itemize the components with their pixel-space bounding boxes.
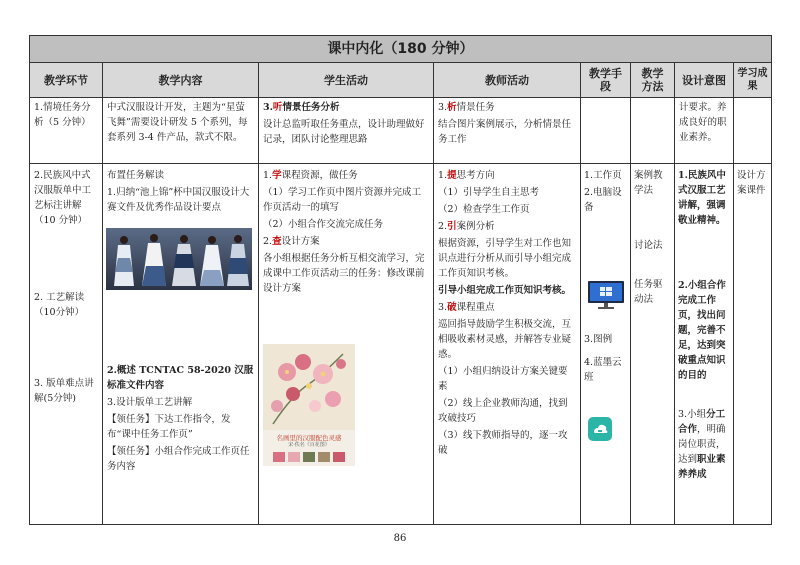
header-outcome: 学习成果: [737, 68, 768, 92]
teacher-step2-num: 2.: [438, 221, 448, 232]
col-divider: [733, 97, 734, 524]
row2-means: [581, 166, 630, 219]
swatch-icon: [288, 452, 300, 462]
header-link: 教学环节: [30, 63, 103, 97]
student-step1-item1: （1）学习工作页中图片资源并完成工作页活动一的填写: [263, 187, 422, 213]
teacher-step1-key: 提: [447, 170, 457, 181]
header-content: 教学内容: [103, 63, 259, 97]
table-title: 课中内化（180 分钟）: [30, 36, 771, 63]
intent-3-num: 3.小组: [678, 409, 707, 420]
swatch-icon: [333, 452, 345, 462]
row2-teacher: [434, 166, 580, 462]
teacher-step3-heading: 课程重点: [456, 302, 495, 313]
header-intent: 设计意图: [675, 63, 734, 97]
row2-link-a: 2.民族风中式汉服版单中工艺标注讲解（10 分钟）: [34, 170, 92, 226]
student-step1-key: 学: [272, 170, 282, 181]
intent-1: 1.民族风中式汉服工艺讲解，强调敬业精神。: [678, 170, 726, 226]
header-means: 教学手段: [581, 63, 631, 97]
monitor-icon: [586, 279, 626, 311]
row2-link-b: 2. 工艺解读（10分钟）: [34, 292, 85, 318]
teacher-step2-bold: 引导小组完成工作页知识考核。: [438, 285, 572, 296]
row1-teacher-num: 3.: [438, 102, 448, 113]
intent-2: 2.小组合作完成工作页，找出问题，完善不足，达到突破重点知识的目的: [678, 280, 726, 381]
row2-content-top: [103, 166, 258, 219]
row1-teacher-heading: 情景任务: [456, 102, 495, 113]
palette-subcaption: 宋·佚名《百花图》: [288, 442, 330, 448]
header-student: 学生活动: [259, 63, 434, 97]
row2-method: [631, 166, 674, 311]
teacher-step1-num: 1.: [438, 170, 448, 181]
row1-student-body: 设计总监听取任务重点，设计助理做好记录，团队讨论整理思路: [263, 119, 425, 145]
row2-link-c: 3. 版单难点讲解(5分钟): [34, 378, 94, 404]
swatch-icon: [318, 452, 330, 462]
means-3: 3.图例: [584, 334, 613, 345]
row2-outcome: 设计方案课件: [737, 170, 766, 196]
teacher-step2-heading: 案例分析: [456, 221, 495, 232]
row1-link: 1.情境任务分析（5 分钟）: [34, 102, 91, 128]
row1-intent: 计要求。养成良好的职业素养。: [679, 102, 727, 143]
cloud-class-app-icon: [588, 417, 612, 441]
row2-intent: [675, 166, 733, 486]
teacher-step3-body: 巡回指导鼓励学生积极交流，互相吸收素材灵感，并解答专业疑惑。: [438, 319, 572, 360]
header-method: 教学方法: [631, 63, 675, 97]
row1-teacher: [434, 98, 580, 151]
teacher-step2-body: 根据资源，引导学生对工作也知识点进行分析从而引导小组完成工作页知识考核。: [438, 238, 572, 279]
teacher-step3-item2: （2）线上企业教师沟通，找到攻破技巧: [438, 398, 568, 424]
header-teacher: 教师活动: [434, 63, 581, 97]
teacher-step3-num: 3.: [438, 302, 448, 313]
palette-caption: 名画里的汉服配色灵感: [276, 434, 342, 442]
student-step2-heading: 设计方案: [281, 236, 320, 247]
intent-3-bold: 分工合作: [678, 409, 726, 435]
method-3: 任务驱动法: [634, 279, 663, 305]
teacher-step1-item1: （1）引导学生自主思考: [438, 187, 540, 198]
col-divider: [258, 97, 259, 524]
swatch-icon: [303, 452, 315, 462]
student-step1-heading: 课程资源，做任务: [281, 170, 358, 181]
row1-student-heading: 情景任务分析: [282, 102, 340, 113]
means-4: 4.蓝墨云班: [584, 357, 622, 383]
lesson-table: [29, 35, 772, 525]
student-step2-num: 2.: [263, 236, 273, 247]
student-step2-body: 各小组根据任务分析互相交流学习，完成课中工作页活动三的任务：修改课前设计方案: [263, 253, 425, 294]
teacher-step1-item2: （2）检查学生工作页: [438, 204, 530, 215]
teacher-step2-key: 引: [447, 221, 457, 232]
swatch-icon: [273, 452, 285, 462]
row-divider: [30, 163, 771, 164]
row1-content: 中式汉服设计开发，主题为“星萤飞舞”需要设计研发 5 个系列，每套系列 3-4 件产品，款式不限。: [107, 102, 248, 143]
student-step1-num: 1.: [263, 170, 273, 181]
teacher-step3-item1: （1）小组归纳设计方案关键要素: [438, 366, 568, 392]
row1-student-num: 3.: [263, 102, 273, 113]
row1-teacher-key: 析: [447, 102, 457, 113]
method-2: 讨论法: [634, 240, 663, 251]
content-point-5: 【领任务】小组合作完成工作页任务内容: [107, 446, 250, 472]
method-1: 案例教学法: [634, 170, 663, 196]
flower-painting-icon: [263, 344, 355, 430]
row2-content-bottom: [103, 361, 258, 478]
means-1: 1.工作页: [584, 170, 622, 181]
color-palette-image: [263, 344, 355, 466]
content-point-4: 【领任务】下达工作指令，发布“课中任务工作页”: [107, 414, 231, 440]
student-step1-item2: （2）小组合作交流完成任务: [263, 219, 384, 230]
row2-student: [259, 166, 433, 300]
teacher-step3-item3: （3）线下教师指导的，逐一攻破: [438, 430, 568, 456]
row1-student: [259, 98, 433, 151]
hanfu-runway-photo: [106, 228, 252, 290]
content-point-2: 2.概述 TCNTAC 58-2020 汉服标准文件内容: [107, 365, 254, 391]
content-point-1: 1.归纳“池上锦”杯中国汉服设计大赛文件及优秀作品设计要点: [107, 187, 250, 213]
row2-means-bottom: [581, 330, 630, 389]
col-divider: [580, 97, 581, 524]
content-task-intro: 布置任务解读: [107, 170, 165, 181]
teacher-step3-key: 破: [447, 302, 457, 313]
student-step2-key: 查: [272, 236, 282, 247]
intent-3-bold2: 职业素养养成: [678, 454, 726, 480]
teacher-step1-heading: 思考方向: [456, 170, 495, 181]
row1-teacher-body: 结合图片案例展示，分析情景任务工作: [438, 119, 572, 145]
color-swatches: [263, 452, 355, 462]
means-2: 2.电脑设备: [584, 187, 622, 213]
page-number: 86: [393, 533, 407, 544]
intent-3-rest: ，明确岗位职责，达到: [678, 424, 726, 465]
header-row: [30, 63, 771, 98]
row1-student-key: 听: [272, 102, 283, 113]
content-point-3: 3.设计版单工艺讲解: [107, 397, 193, 408]
